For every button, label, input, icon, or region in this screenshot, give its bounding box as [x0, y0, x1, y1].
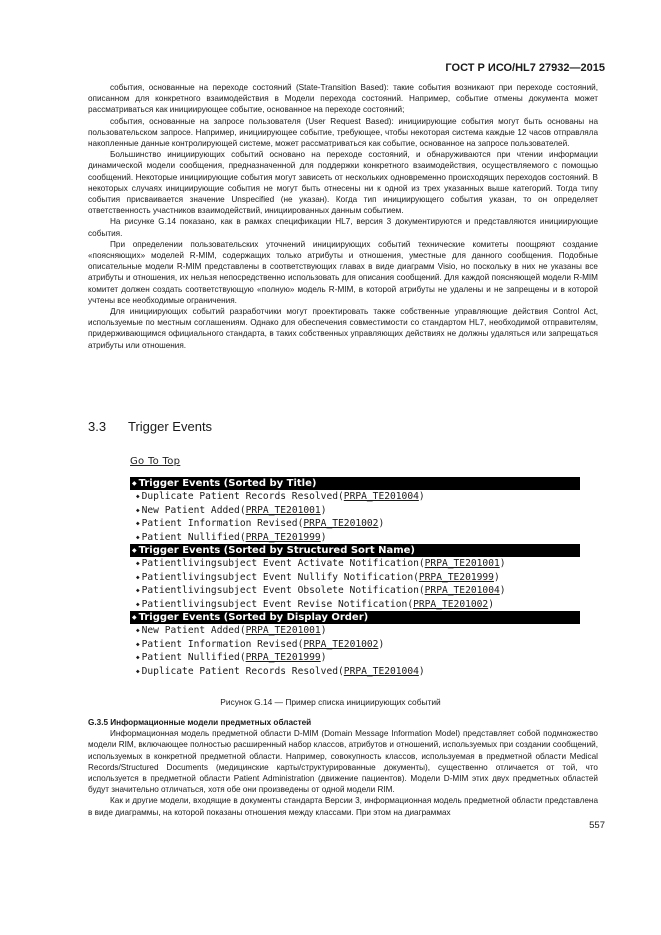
event-label: Patientlivingsubject Event Obsolete Notification: [141, 585, 419, 596]
section-heading: Trigger Events: [128, 419, 213, 434]
diamond-icon: ◆: [132, 547, 137, 554]
event-code-link[interactable]: PRPA_TE201999: [418, 571, 494, 583]
diamond-icon: ◆: [136, 587, 140, 594]
list-item[interactable]: ◆ Patientlivingsubject Event Obsolete Notification(PRPA_TE201004): [136, 585, 506, 596]
paragraph: На рисунке G.14 показано, как в рамках спецификации HL7, версия 3 документируются и представляются инициирующие события.: [88, 217, 598, 238]
event-code-link[interactable]: PRPA_TE201002: [303, 638, 379, 650]
event-code-link[interactable]: PRPA_TE201001: [245, 504, 321, 516]
diamond-icon: ◆: [136, 573, 140, 581]
list-item[interactable]: ◆ New Patient Added(PRPA_TE201001): [136, 504, 327, 516]
group-header-title: [130, 477, 580, 490]
diamond-icon: ◆: [136, 533, 140, 541]
diamond-icon: ◆: [136, 493, 140, 500]
group-header-display: [130, 611, 580, 624]
event-label: New Patient Added: [141, 504, 240, 516]
diamond-icon: ◆: [136, 667, 140, 675]
diamond-icon: ◆: [136, 627, 140, 634]
group-title: Trigger Events (Sorted by Structured Sort Name): [138, 545, 415, 556]
event-code-link[interactable]: PRPA_TE201004: [343, 665, 419, 677]
event-label: Patient Nullified: [141, 531, 240, 543]
list-item[interactable]: ◆ Duplicate Patient Records Resolved(PRPA_TE201004): [136, 491, 425, 502]
group-title: Trigger Events (Sorted by Display Order): [138, 612, 369, 623]
event-code-link[interactable]: PRPA_TE201002: [413, 598, 489, 610]
diamond-icon: ◆: [136, 506, 140, 514]
diamond-icon: ◆: [132, 614, 137, 621]
page-number: 557: [589, 820, 605, 831]
list-item[interactable]: ◆ Patientlivingsubject Event Revise Notification(PRPA_TE201002): [136, 598, 494, 610]
event-label: Patient Information Revised: [141, 518, 298, 529]
event-label: Duplicate Patient Records Resolved: [141, 491, 339, 502]
list-item[interactable]: ◆ Patientlivingsubject Event Activate Notification(PRPA_TE201001): [136, 558, 506, 569]
paragraph: При определении пользовательских уточнений инициирующих событий технические комитеты поощряют создание «поясняющих» моделей R-MIM, содержащих только атрибуты и отношения, уместные для данного сообщения. Подобные описательные модели R-MIM представлены в соответствующих главах в виде диаграмм Visio, но поскольку в них не указаны все атрибуты и отношения, их нельзя непосредственно использовать для описания сообщений. Для каждой поясняющей модели R-MIM комитет должен создать соответствующую «полную» модель R-MIM, в которой атрибуты не удалены и не запрещены и в которой учтены все необходимые ограничения.: [88, 239, 598, 305]
list-item[interactable]: ◆ Patientlivingsubject Event Nullify Notification(PRPA_TE201999): [136, 571, 500, 583]
diamond-icon: ◆: [136, 640, 140, 648]
figure-caption: Рисунок G.14 — Пример списка инициирующих событий: [220, 697, 441, 707]
go-to-top-link[interactable]: Go To Top: [130, 456, 181, 467]
paragraph: Для инициирующих событий разработчики могут проектировать также собственные управляющие действия Control Act, используемые по местным соглашениям. Однако для обеспечения совместимости со стандартом HL7, необходимой отправителям, придерживающимся официального стандарта, в таких собственных управляющих действиях не должны удаляться или запрещаться атрибуты или отношения.: [88, 307, 598, 350]
paragraph: события, основанные на запросе пользователя (User Request Based): инициирующие события могут быть основаны на пользовательском запросе. Например, инициирующее событие, требующее, чтобы некоторая система каждые 12 часов отправляла накопленные данные контролирующей системе, может рассматриваться как событие, основанное на запросе пользователей.: [88, 116, 598, 149]
event-label: Duplicate Patient Records Resolved: [141, 665, 339, 677]
section-title: [88, 419, 212, 434]
subsection-heading: G.3.5 Информационные модели предметных областей: [88, 718, 312, 727]
paragraph: события, основанные на переходе состояний (State-Transition Based): такие события возникают при переходе состояний, описанном для конкретного взаимодействия в Модели перехода состояний. Например, событие отмены документа может рассматриваться как инициирующее событие, основанное на переходе состояний;: [88, 83, 598, 115]
event-label: Patientlivingsubject Event Revise Notification: [141, 598, 408, 610]
list-item[interactable]: ◆ Patient Information Revised(PRPA_TE201002): [136, 518, 385, 529]
page-header: ГОСТ Р ИСО/HL7 27932—2015: [445, 62, 605, 74]
event-label: New Patient Added: [141, 625, 240, 636]
event-code-link[interactable]: PRPA_TE201004: [343, 491, 419, 502]
diamond-icon: ◆: [136, 520, 140, 527]
list-item[interactable]: ◆ New Patient Added(PRPA_TE201001): [136, 625, 327, 636]
trigger-events-figure: [130, 456, 580, 678]
diamond-icon: ◆: [136, 560, 140, 567]
diamond-icon: ◆: [136, 600, 140, 608]
paragraph: Большинство инициирующих событий основано на переходе состояний, и обнаруживаются при чтении информации динамической модели сообщения, предназначенной для поддержки конкретного взаимодействия, осуществляемого с помощью сообщений. Некоторые инициирующие события могут зависеть от нескольких одновременно происходящих переходов состояний. В некоторых случаях инициирующие события не могут быть отнесены ни к одной из трех указанных выше категорий. Тогда типу события присваивается значение Unspecified (не указан). Когда тип инициирующего события указан, то он определяет ответственность участников взаимодействий, инициированных данным событием.: [88, 150, 598, 216]
event-code-link[interactable]: PRPA_TE201001: [245, 625, 321, 636]
event-code-link[interactable]: PRPA_TE201999: [245, 652, 321, 663]
section-number: 3.3: [88, 419, 107, 434]
event-label: Patientlivingsubject Event Activate Notification: [141, 558, 419, 569]
group-header-structured: [130, 544, 580, 557]
list-item[interactable]: ◆ Patient Nullified(PRPA_TE201999): [136, 531, 327, 543]
group-title: Trigger Events (Sorted by Title): [138, 478, 317, 489]
event-code-link[interactable]: PRPA_TE201001: [424, 558, 500, 569]
event-label: Patient Nullified: [141, 652, 240, 663]
event-label: Patientlivingsubject Event Nullify Notification: [141, 571, 414, 583]
list-item[interactable]: ◆ Patient Nullified(PRPA_TE201999): [136, 652, 327, 663]
list-item[interactable]: ◆ Patient Information Revised(PRPA_TE201002): [136, 638, 385, 650]
event-code-link[interactable]: PRPA_TE201999: [245, 531, 321, 543]
bottom-text-block: [88, 717, 598, 818]
event-code-link[interactable]: PRPA_TE201002: [303, 518, 379, 529]
paragraph: Информационная модель предметной области D-MIM (Domain Message Information Model) представляет собой подмножество модели RIM, включающее полностью расширенный набор классов, атрибутов и отношений, используемых при создании сообщений, используемых в конкретной предметной области. Например, совокупность классов, используемая в предметной области Medical Records/Structured Documents (медицинские карты/структурированные документы), существенно отличается от той, что используется в предметной области Patient Administration (движение пациентов). Модели D-MIM этих двух предметных областей будут значительно отличаться, хотя обе они произведены от одной модели RIM.: [88, 729, 598, 795]
paragraph: Как и другие модели, входящие в документы стандарта Версии 3, информационная модель предметной области представлена в виде диаграммы, на которой показаны отношения между классами. При этом на диаграммах: [88, 796, 598, 817]
event-label: Patient Information Revised: [141, 638, 298, 650]
event-code-link[interactable]: PRPA_TE201004: [424, 585, 500, 596]
top-text-block: [88, 82, 598, 351]
list-item[interactable]: ◆ Duplicate Patient Records Resolved(PRPA_TE201004): [136, 665, 425, 677]
diamond-icon: ◆: [136, 654, 140, 661]
diamond-icon: ◆: [132, 480, 137, 487]
